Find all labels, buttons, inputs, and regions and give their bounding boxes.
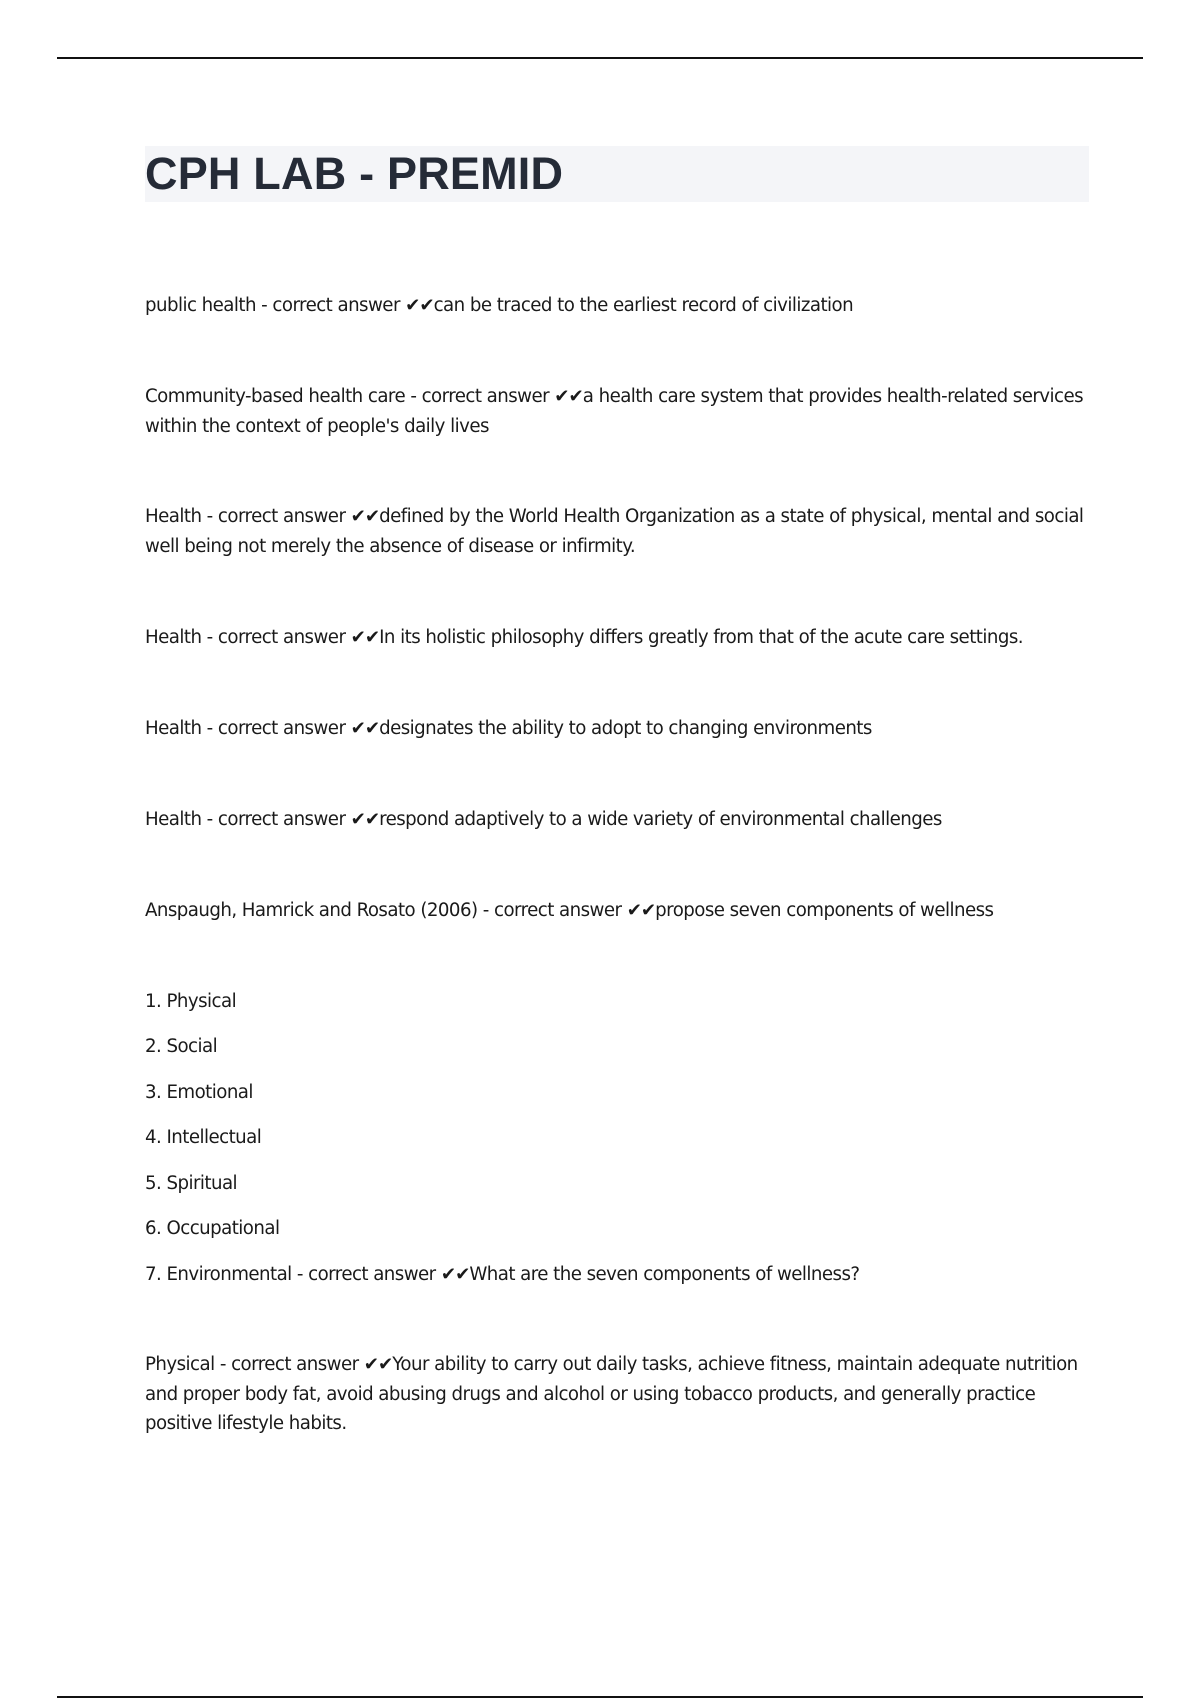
- list-item: [145, 1260, 1085, 1290]
- top-divider: [57, 57, 1143, 59]
- entry-term: Community-based health care: [145, 386, 406, 407]
- entry-term: Health: [145, 627, 202, 648]
- qa-entry: [145, 502, 1085, 561]
- qa-entry: [145, 1350, 1085, 1439]
- list-item: 2. Social: [145, 1036, 218, 1057]
- check-marks-icon: ✔✔: [405, 295, 434, 316]
- check-marks-icon: ✔✔: [350, 718, 380, 739]
- entry-definition: can be traced to the earliest record of civilization: [433, 295, 854, 316]
- check-marks-icon: ✔✔: [350, 809, 380, 830]
- entry-term: Physical: [145, 1354, 215, 1375]
- entry-definition: defined by the World Health Organization as a state of physical, mental and social well being not merely the absence of disease or infirmity.: [145, 506, 1084, 557]
- entry-term: Health: [145, 718, 202, 739]
- entry-definition: a health care system that provides health-related services within the context of people's daily lives: [145, 386, 1084, 437]
- page-title: CPH LAB - PREMID: [145, 148, 564, 199]
- list-item-label: 7. Environmental: [145, 1264, 292, 1285]
- entry-definition: propose seven components of wellness: [655, 900, 994, 921]
- answer-marker: - correct answer: [261, 295, 400, 316]
- qa-entry: [145, 382, 1085, 441]
- entry-definition: Your ability to carry out daily tasks, achieve fitness, maintain adequate nutrition and proper body fat, avoid abusing drugs and alcohol or using tobacco products, and generally practice positive lifestyle habits.: [145, 1354, 1078, 1434]
- entry-term: Health: [145, 506, 202, 527]
- qa-entry: [145, 623, 1085, 653]
- entry-definition: In its holistic philosophy differs greatly from that of the acute care settings.: [379, 627, 1023, 648]
- check-marks-icon: ✔✔: [350, 506, 380, 527]
- qa-entry: [145, 805, 1085, 835]
- qa-entry: [145, 714, 1085, 744]
- check-marks-icon: ✔✔: [350, 627, 380, 648]
- qa-entry: [145, 896, 1085, 926]
- list-item: 6. Occupational: [145, 1218, 280, 1239]
- check-marks-icon: ✔✔: [554, 386, 583, 407]
- entry-definition: What are the seven components of wellness?: [469, 1264, 860, 1285]
- list-item: 4. Intellectual: [145, 1127, 262, 1148]
- list-item: 3. Emotional: [145, 1082, 253, 1103]
- answer-marker: - correct answer: [482, 900, 622, 921]
- check-marks-icon: ✔✔: [626, 900, 656, 921]
- answer-marker: - correct answer: [206, 627, 346, 648]
- entry-term: Health: [145, 809, 202, 830]
- check-marks-icon: ✔✔: [363, 1354, 393, 1375]
- entry-term: Anspaugh, Hamrick and Rosato (2006): [145, 900, 478, 921]
- answer-marker: - correct answer: [410, 386, 550, 407]
- answer-marker: - correct answer: [206, 809, 346, 830]
- check-marks-icon: ✔✔: [440, 1264, 470, 1285]
- qa-entry: [145, 291, 1085, 321]
- entry-definition: designates the ability to adopt to changing environments: [379, 718, 872, 739]
- list-item: 5. Spiritual: [145, 1173, 238, 1194]
- entry-term: public health: [145, 295, 256, 316]
- list-item: 1. Physical: [145, 991, 237, 1012]
- answer-marker: - correct answer: [296, 1264, 436, 1285]
- answer-marker: - correct answer: [206, 718, 346, 739]
- answer-marker: - correct answer: [206, 506, 346, 527]
- entry-definition: respond adaptively to a wide variety of environmental challenges: [379, 809, 942, 830]
- answer-marker: - correct answer: [219, 1354, 359, 1375]
- bottom-divider: [57, 1696, 1143, 1698]
